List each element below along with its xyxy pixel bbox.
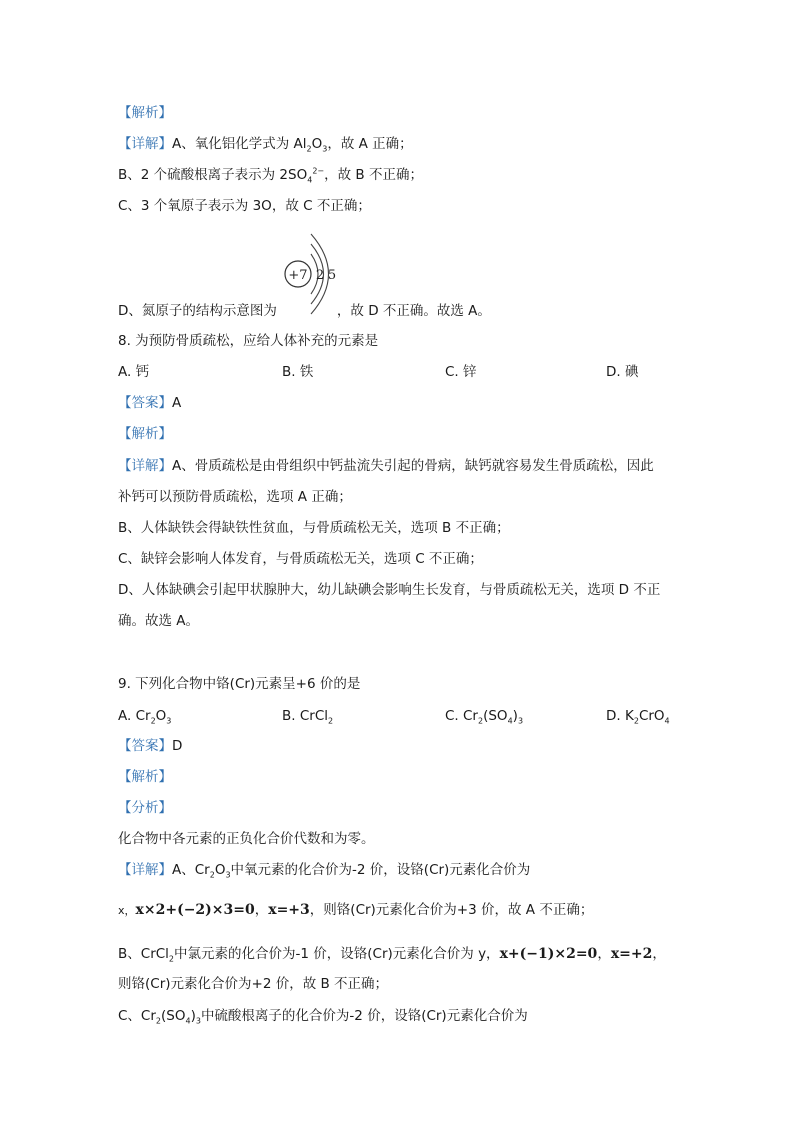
q8-detail-3: B、人体缺铁会得缺铁性贫血，与骨质疏松无关，选项 B 不正确； [118, 520, 510, 536]
equation-a: x×2+(−2)×3=0 [135, 902, 255, 918]
q9-analysis-tag: 【解析】 [118, 769, 172, 785]
q9-option-b: B. CrCl$_2$ [282, 708, 334, 726]
equation-b: x+(−1)×2=0 [499, 946, 598, 962]
shell-1-electrons: 2 [315, 268, 325, 283]
q8-detail-6: 确。故选 A。 [118, 613, 200, 629]
result-a: x=+3 [268, 902, 310, 918]
q8-detail-5: D、人体缺碘会引起甲状腺肿大，幼儿缺碘会影响生长发育，与骨质疏松无关，选项 D 不正 [118, 582, 661, 598]
q9-detail-b-1: B、CrCl$_2$中氯元素的化合价为-1 价，设铬(Cr)元素化合价为 y，x+(−1)×2=0，x=+2， [118, 946, 666, 964]
q8-option-d: D. 碘 [606, 364, 639, 380]
q7-detail-d: D、氮原子的结构示意图为 ，故 D 不正确。故选 A。 [118, 303, 491, 319]
q8-detail-2: 补钙可以预防骨质疏松，选项 A 正确； [118, 489, 352, 505]
q9-fenxi-tag: 【分析】 [118, 800, 172, 816]
q9-option-a: A. $Cr_2O_3$ [118, 708, 172, 726]
q8-option-a: A. 钙 [118, 364, 150, 380]
q9-option-d: D. $K_2CrO_4$ [606, 708, 670, 726]
q9-detail-c-1: C、$Cr_2(SO_4)_3$中硫酸根离子的化合价为-2 价，设铬(Cr)元素化合价为 [118, 1008, 528, 1026]
q8-analysis-tag: 【解析】 [118, 426, 172, 442]
q8-stem: 8. 为预防骨质疏松，应给人体补充的元素是 [118, 333, 379, 349]
q8-detail-1: 【详解】A、骨质疏松是由骨组织中钙盐流失引起的骨病，缺钙就容易发生骨质疏松，因此 [118, 458, 654, 474]
nucleus-charge: +7 [288, 268, 308, 283]
q8-option-b: B. 铁 [282, 364, 314, 380]
analysis-tag: 【解析】 [118, 105, 172, 121]
q8-detail-4: C、缺锌会影响人体发育，与骨质疏松无关，选项 C 不正确； [118, 551, 483, 567]
q9-detail-a-2: x，x×2+(−2)×3=0，x=+3，则铬(Cr)元素化合价为+3 价，故 A 不正确； [118, 902, 594, 918]
q9-fenxi: 化合物中各元素的正负化合价代数和为零。 [118, 831, 375, 847]
q7-detail-c: C、3 个氧原子表示为 3O，故 C 不正确； [118, 198, 371, 214]
detail-tag: 【详解】 [118, 136, 172, 152]
shell-2-electrons: 5 [327, 268, 337, 283]
q9-detail-b-2: 则铬(Cr)元素化合价为+2 价，故 B 不正确； [118, 976, 389, 992]
result-b: x=+2 [610, 946, 653, 962]
q7-detail-a: 【详解】A、氧化铝化学式为 $Al_2O_3$，故 A 正确； [118, 136, 413, 154]
q9-detail-a-1: 【详解】A、$Cr_2O_3$中氧元素的化合价为-2 价，设铬(Cr)元素化合价为 [118, 862, 531, 880]
q7-detail-b: B、2 个硫酸根离子表示为 $2SO_4^{2-}$，故 B 不正确； [118, 166, 423, 185]
q9-option-c: C. $Cr_2(SO_4)_3$ [445, 708, 524, 726]
q8-answer: 【答案】A [118, 395, 182, 411]
q9-answer: 【答案】D [118, 738, 183, 754]
q9-stem: 9. 下列化合物中铬(Cr)元素呈+6 价的是 [118, 676, 361, 692]
q8-option-c: C. 锌 [445, 364, 477, 380]
